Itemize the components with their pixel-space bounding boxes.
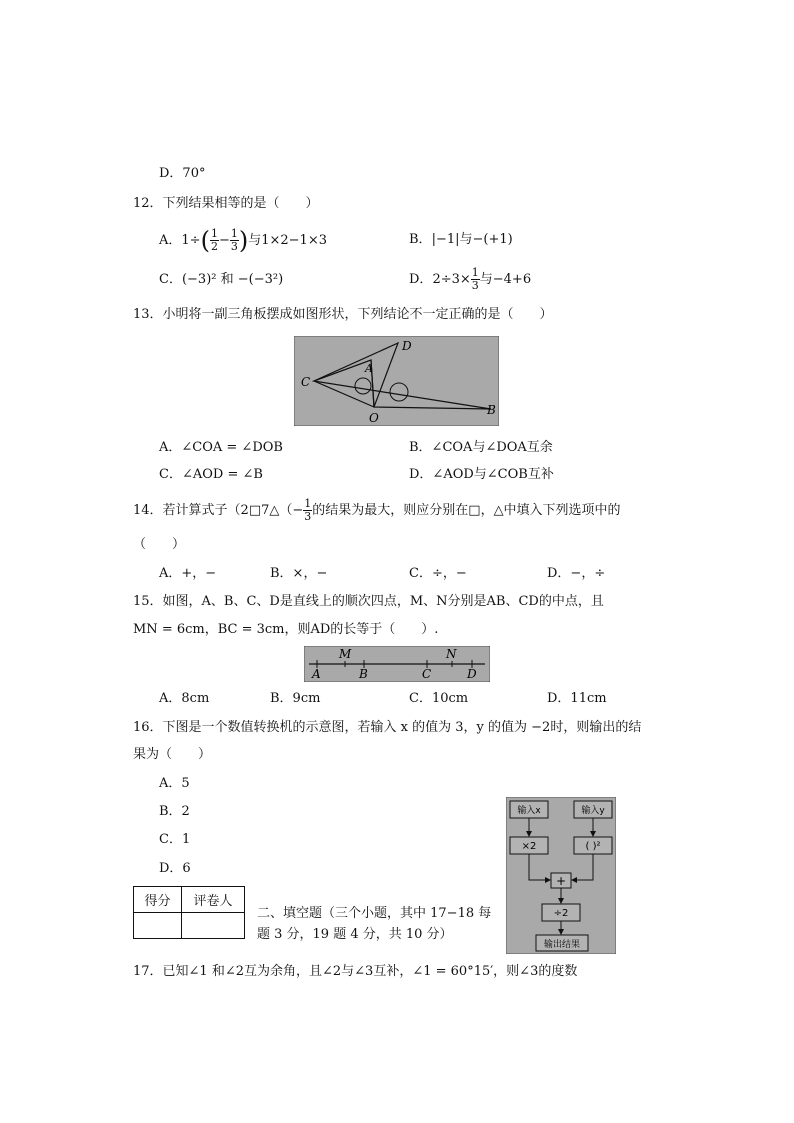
plus-label: + (555, 874, 567, 888)
fraction (210, 228, 219, 253)
q14-stem (133, 496, 621, 526)
q12-option-b (409, 231, 513, 249)
denominator: 3 (304, 510, 312, 523)
q15-line-figure (304, 646, 490, 682)
point-m-label: M (339, 647, 352, 661)
grader-cell[interactable] (182, 913, 245, 939)
point-b-label: B (487, 403, 496, 417)
expr: 与−4+6 (479, 272, 532, 287)
numerator: 1 (471, 266, 479, 279)
q12-stem: 12．下列结果相等的是（ ） (133, 196, 319, 211)
fraction (303, 498, 312, 523)
fraction (471, 267, 480, 292)
square-label: ( )² (585, 841, 601, 852)
point-a-label: A (365, 362, 373, 375)
q14-option-d: D．−，÷ (547, 566, 606, 581)
section2-title-line1: 二、填空题（三个小题，其中 17−18 每 (257, 906, 492, 921)
denominator: 2 (210, 240, 218, 253)
q16-stem-line1: 16．下图是一个数值转换机的示意图，若输入 x 的值为 3，y 的值为 −2时，则输出的结 (133, 720, 642, 735)
q15-option-c: C．10cm (409, 691, 469, 706)
q13-triangle-figure (294, 336, 499, 426)
score-table (133, 886, 245, 939)
q17-stem: 17．已知∠1 和∠2互为余角，且∠2与∠3互补，∠1 = 60°15′，则∠3的度数 (133, 964, 578, 979)
q15-option-d: D．11cm (547, 691, 607, 706)
q12-option-d (409, 266, 531, 294)
expr: 14．若计算式子（2□7△ (133, 503, 280, 518)
q14-option-c: C．÷，− (409, 566, 467, 581)
output-label: 输出结果 (543, 940, 581, 950)
expr: |−1|与−(+1) (431, 232, 513, 247)
q13-option-d: D．∠AOD与∠COB互补 (409, 467, 554, 482)
point-o-label: O (369, 411, 379, 425)
denominator: 3 (230, 240, 238, 253)
input-x-label: 输入x (517, 806, 541, 816)
q15-stem-line1: 15．如图，A、B、C、D是直线上的顺次四点，M、N分别是AB、CD的中点，且 (133, 594, 604, 609)
q15-option-b: B．9cm (270, 691, 321, 706)
expr: 1÷ (181, 233, 201, 248)
q13-option-a: A．∠COA = ∠DOB (159, 440, 283, 455)
q13-option-b: B．∠COA与∠DOA互余 (409, 440, 553, 455)
times2-label: ×2 (521, 841, 537, 852)
q12-option-c (159, 271, 283, 289)
fraction (230, 228, 239, 253)
section2-title-line2: 题 3 分，19 题 4 分，共 10 分） (257, 927, 453, 942)
point-n-label: N (446, 647, 457, 661)
paren: ) (238, 226, 249, 255)
q16-option-c: C．1 (159, 832, 191, 847)
expr: (−3)² 和 −(−3²) (181, 272, 284, 287)
paren: ( (200, 226, 210, 255)
point-c-label: C (422, 667, 432, 681)
q13-option-c: C．∠AOD = ∠B (159, 467, 263, 482)
q14-option-a: A．+，− (159, 566, 217, 581)
score-header: 得分 (134, 887, 182, 913)
q16-stem-line2: 果为（ ） (133, 747, 212, 762)
q14-stem-line2: （ ） (133, 537, 186, 552)
q15-stem-line2: MN = 6cm，BC = 3cm，则AD的长等于（ ）. (133, 622, 439, 637)
q11-option-d: D．70° (159, 166, 206, 181)
q15-option-a: A．8cm (159, 691, 210, 706)
expr: − (218, 233, 230, 248)
point-c-label: C (301, 375, 311, 389)
q14-option-b: B．×，− (270, 566, 328, 581)
expr: 的结果为最大，则应分别在□，△中填入下列选项中的 (312, 503, 621, 518)
option-label: C． (159, 272, 182, 287)
point-a-label: A (312, 667, 321, 681)
expr: 2÷3× (432, 272, 471, 287)
option-label: D． (409, 272, 433, 287)
point-d-label: D (402, 339, 412, 353)
grader-header: 评卷人 (182, 887, 245, 913)
q13-stem: 13．小明将一副三角板摆成如图形状，下列结论不一定正确的是（ ） (133, 307, 553, 322)
q12-option-a (159, 227, 327, 255)
div2-label: ÷2 (553, 908, 569, 919)
score-cell[interactable] (134, 913, 182, 939)
q16-option-d: D．6 (159, 861, 191, 876)
input-y-label: 输入y (581, 806, 605, 816)
numerator: 1 (304, 497, 312, 510)
expr: （− (279, 503, 304, 518)
expr: 与1×2−1×3 (248, 233, 327, 248)
option-label: B． (409, 232, 432, 247)
denominator: 3 (471, 279, 479, 292)
numerator: 1 (230, 227, 238, 240)
option-label: A． (159, 233, 182, 248)
numerator: 1 (210, 227, 218, 240)
q16-flowchart (506, 797, 616, 954)
point-b-label: B (359, 667, 368, 681)
q16-option-b: B．2 (159, 804, 190, 819)
q16-option-a: A．5 (159, 776, 190, 791)
point-d-label: D (467, 667, 477, 681)
